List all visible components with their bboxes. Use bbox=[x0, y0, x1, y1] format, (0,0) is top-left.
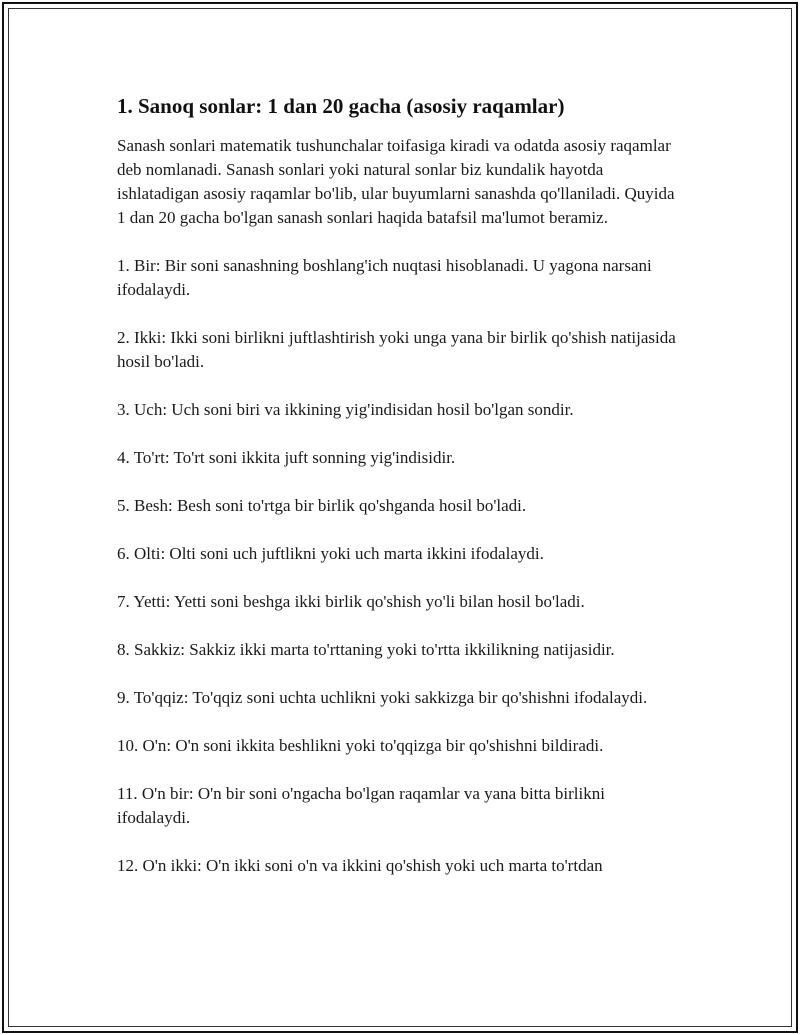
list-item-12: 12. O'n ikki: O'n ikki soni o'n va ikkini qo'shish yoki uch marta to'rtdan bbox=[117, 856, 603, 875]
list-item-5: 5. Besh: Besh soni to'rtga bir birlik qo'shganda hosil bo'ladi. bbox=[117, 496, 527, 515]
list-item-10: 10. O'n: O'n soni ikkita beshlikni yoki to'qqizga bir qo'shishni bildiradi. bbox=[117, 736, 604, 755]
list-item-6: 6. Olti: Olti soni uch juftlikni yoki uch marta ikkini ifodalaydi. bbox=[117, 544, 544, 563]
list-item-7: 7. Yetti: Yetti soni beshga ikki birlik qo'shish yo'li bilan hosil bo'ladi. bbox=[117, 592, 585, 611]
section-title: 1. Sanoq sonlar: 1 dan 20 gacha (asosiy raqamlar) bbox=[117, 94, 565, 118]
list-item-9: 9. To'qqiz: To'qqiz soni uchta uchlikni yoki sakkizga bir qo'shishni ifodalaydi. bbox=[117, 688, 648, 707]
list-item-4: 4. To'rt: To'rt soni ikkita juft sonning yig'indisidir. bbox=[117, 448, 456, 467]
list-item-8: 8. Sakkiz: Sakkiz ikki marta to'rttaning yoki to'rtta ikkilikning natijasidir. bbox=[117, 640, 615, 659]
list-item-3: 3. Uch: Uch soni biri va ikkining yig'indisidan hosil bo'lgan sondir. bbox=[117, 400, 574, 419]
document-body bbox=[117, 92, 677, 902]
list-item-1: 1. Bir: Bir soni sanashning boshlang'ich nuqtasi hisoblanadi. U yagona narsani ifodalaydi. bbox=[117, 256, 652, 299]
list-item-2: 2. Ikki: Ikki soni birlikni juftlashtirish yoki unga yana bir birlik qo'shish natijasida hosil bo'ladi. bbox=[117, 328, 676, 371]
list-item-11: 11. O'n bir: O'n bir soni o'ngacha bo'lgan raqamlar va yana bitta birlikni ifodalaydi. bbox=[117, 784, 605, 827]
intro-paragraph: Sanash sonlari matematik tushunchalar toifasiga kiradi va odatda asosiy raqamlar deb nomlanadi. Sanash sonlari yoki natural sonlar biz kundalik hayotda ishlatadigan asosiy raqamlar bo'lib, ular buyumlarni sanashda qo'llaniladi. Quyida 1 dan 20 gacha bo'lgan sanash sonlari haqida batafsil ma'lumot beramiz. bbox=[117, 136, 675, 227]
